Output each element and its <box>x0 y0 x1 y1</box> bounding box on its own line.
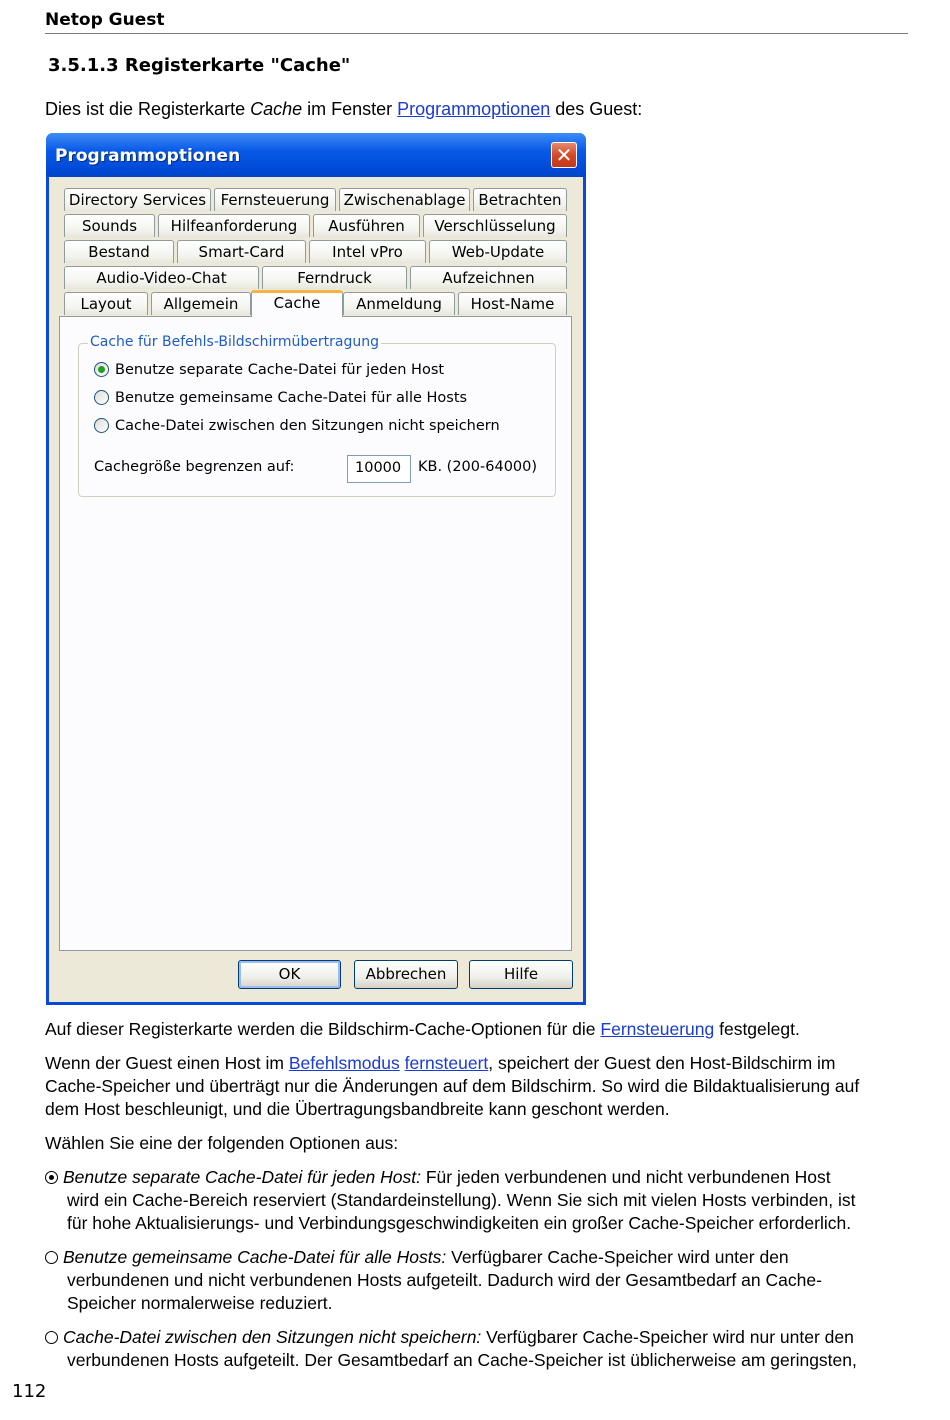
tab-bestand[interactable]: Bestand <box>64 240 174 263</box>
close-icon[interactable]: ✕ <box>551 142 577 168</box>
intro-text: des Guest: <box>550 99 643 119</box>
option-no-cache-save <box>45 1326 908 1372</box>
option-line: Speicher normalerweise reduziert. <box>67 1293 333 1313</box>
radio-label: Benutze gemeinsame Cache-Datei für alle Hosts <box>115 390 468 406</box>
dialog-titlebar[interactable] <box>46 133 586 177</box>
option-line: verbundenen und nicht verbundenen Hosts aufgeteilt. Dadurch wird der Gesamtbedarf an Cache- <box>67 1270 822 1290</box>
option-text: Verfügbarer Cache-Speicher wird nur unter den <box>481 1327 854 1347</box>
section-heading: 3.5.1.3 Registerkarte "Cache" <box>48 55 351 76</box>
tab-web-update[interactable]: Web-Update <box>429 240 567 263</box>
programmoptionen-link[interactable]: Programmoptionen <box>397 99 551 119</box>
program-options-dialog <box>46 133 586 1005</box>
tab-betrachten[interactable]: Betrachten <box>473 188 567 211</box>
option-line: wird ein Cache-Bereich reserviert (Standardeinstellung). Wenn Sie sich mit vielen Hosts verbinden, ist <box>67 1190 856 1210</box>
text: festgelegt. <box>714 1019 800 1039</box>
option-name: Benutze gemeinsame Cache-Datei für alle Hosts: <box>63 1247 447 1267</box>
cancel-button[interactable]: Abbrechen <box>354 960 458 989</box>
tab-audio-video-chat[interactable]: Audio-Video-Chat <box>64 266 259 289</box>
intro-text: Dies ist die Registerkarte <box>45 99 251 119</box>
line: Cache-Speicher und überträgt nur die Änderungen auf dem Bildschirm. So wird die Bildaktualisierung auf <box>45 1076 860 1096</box>
tab-aufzeichnen[interactable]: Aufzeichnen <box>410 266 567 289</box>
paragraph-explanation <box>45 1052 910 1121</box>
tab-directory-services[interactable]: Directory Services <box>64 188 211 211</box>
radio-checked-icon <box>45 1171 58 1184</box>
header-divider <box>45 33 908 34</box>
dialog-client-area <box>49 177 583 1002</box>
running-header-title: Netop Guest <box>45 10 165 30</box>
option-name: Benutze separate Cache-Datei für jeden Host: <box>63 1167 421 1187</box>
tab-intel-vpro[interactable]: Intel vPro <box>309 240 426 263</box>
tab-hilfeanforderung[interactable]: Hilfeanforderung <box>158 214 310 237</box>
befehlsmodus-link[interactable]: Befehlsmodus <box>288 1053 400 1073</box>
ok-button[interactable]: OK <box>238 960 341 989</box>
cache-size-label: Cachegröße begrenzen auf: <box>94 459 295 475</box>
help-button[interactable]: Hilfe <box>469 960 573 989</box>
radio-label: Cache-Datei zwischen den Sitzungen nicht speichern <box>115 418 500 434</box>
option-name: Cache-Datei zwischen den Sitzungen nicht speichern: <box>63 1327 482 1347</box>
radio-button[interactable] <box>94 390 109 405</box>
fernsteuerung-link[interactable]: Fernsteuerung <box>600 1019 715 1039</box>
text: Auf dieser Registerkarte werden die Bildschirm-Cache-Optionen für die <box>45 1019 601 1039</box>
tab-ferndruck[interactable]: Ferndruck <box>262 266 407 289</box>
cache-size-input[interactable]: 10000 <box>347 455 411 483</box>
line <box>45 1052 910 1075</box>
paragraph-purpose <box>45 1018 910 1041</box>
fernsteuert-link[interactable]: fernsteuert <box>404 1053 489 1073</box>
tab-anmeldung[interactable]: Anmeldung <box>343 292 455 315</box>
radio-label: Benutze separate Cache-Datei für jeden Host <box>115 362 445 378</box>
cache-tab-panel <box>59 316 572 951</box>
radio-empty-icon <box>45 1251 58 1264</box>
intro-paragraph <box>45 99 642 120</box>
tab-host-name[interactable]: Host-Name <box>458 292 567 315</box>
tab-fernsteuerung[interactable]: Fernsteuerung <box>214 188 336 211</box>
cache-size-unit: KB. (200-64000) <box>418 459 538 475</box>
tab-cache[interactable]: Cache <box>251 290 343 317</box>
radio-button-checked[interactable] <box>94 362 109 377</box>
radio-button[interactable] <box>94 418 109 433</box>
radio-empty-icon <box>45 1331 58 1344</box>
tab-smart-card[interactable]: Smart-Card <box>177 240 306 263</box>
intro-text: im Fenster <box>302 99 398 119</box>
group-title: Cache für Befehls-Bildschirmübertragung <box>90 334 380 350</box>
page-number: 112 <box>12 1381 47 1402</box>
tab-verschluesselung[interactable]: Verschlüsselung <box>423 214 567 237</box>
paragraph-choose: Wählen Sie eine der folgenden Optionen aus: <box>45 1133 399 1153</box>
text: Wenn der Guest einen Host im <box>45 1053 289 1073</box>
intro-emphasis: Cache <box>250 99 303 119</box>
tab-ausfuehren[interactable]: Ausführen <box>313 214 420 237</box>
tab-layout[interactable]: Layout <box>64 292 148 315</box>
option-shared-cache <box>45 1246 908 1315</box>
option-first-line <box>45 1166 908 1189</box>
option-separate-cache <box>45 1166 908 1235</box>
option-first-line <box>45 1326 908 1349</box>
tab-allgemein[interactable]: Allgemein <box>151 292 251 315</box>
option-text: Für jeden verbundenen und nicht verbundenen Host <box>420 1167 831 1187</box>
dialog-title: Programmoptionen <box>55 146 241 166</box>
line: dem Host beschleunigt, und die Übertragungsbandbreite kann geschont werden. <box>45 1099 670 1119</box>
option-text: Verfügbarer Cache-Speicher wird unter den <box>446 1247 789 1267</box>
option-line: verbundenen Hosts aufgeteilt. Der Gesamtbedarf an Cache-Speicher ist üblicherweise am geringsten, <box>67 1350 857 1370</box>
cache-options-group <box>78 334 556 497</box>
option-first-line <box>45 1246 908 1269</box>
option-line: für hohe Aktualisierungs- und Verbindungsgeschwindigkeiten ein großer Cache-Speicher erforderlich. <box>67 1213 852 1233</box>
tab-zwischenablage[interactable]: Zwischenablage <box>339 188 470 211</box>
text: , speichert der Guest den Host-Bildschirm im <box>488 1053 836 1073</box>
tab-sounds[interactable]: Sounds <box>64 214 155 237</box>
